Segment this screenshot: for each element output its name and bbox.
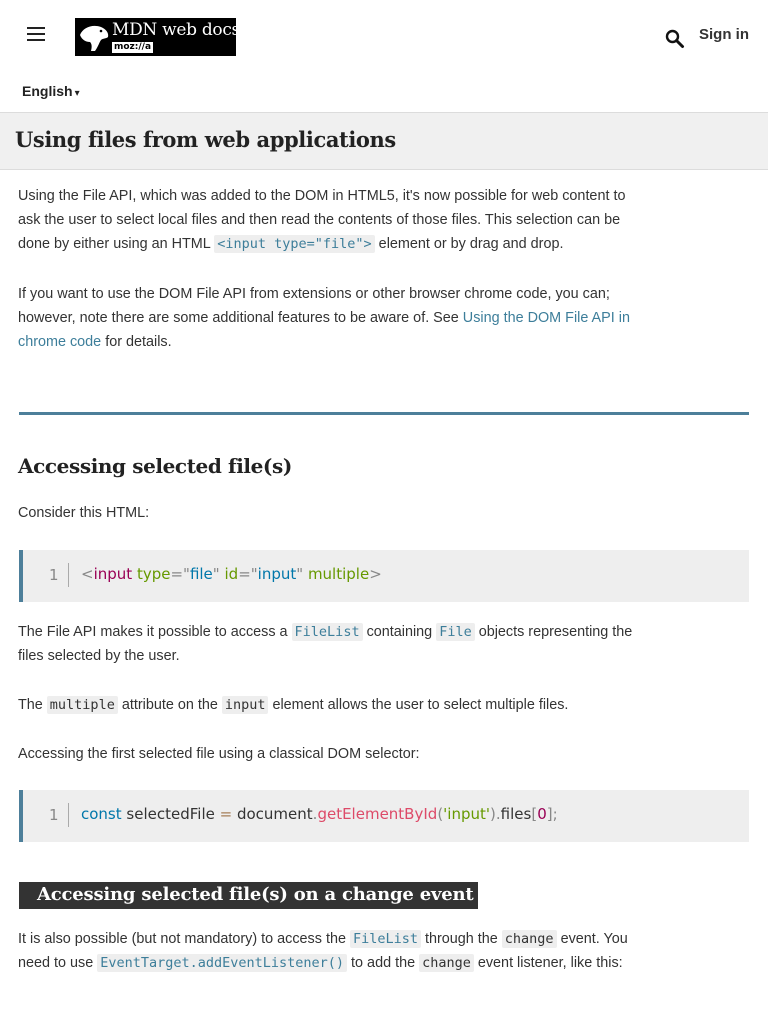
token: . bbox=[495, 805, 501, 823]
intro-paragraph-1 bbox=[18, 184, 650, 256]
text: Using the File API, which was added to the DOM in HTML5, it's now possible for web content to ask the user to select local files and then read the contents of those files. This selection can be done by either using an HTML bbox=[18, 188, 626, 252]
input-file-element-link[interactable]: <input type="file"> bbox=[214, 235, 374, 253]
line-number: 1 bbox=[49, 566, 59, 584]
html-code-block bbox=[19, 550, 749, 602]
file-link[interactable]: File bbox=[436, 623, 475, 641]
text: attribute on the bbox=[117, 697, 222, 713]
text: The bbox=[18, 697, 47, 713]
token: =" bbox=[238, 565, 258, 583]
text: through the bbox=[420, 931, 502, 947]
token: getElementById bbox=[317, 805, 438, 823]
token: file bbox=[189, 565, 213, 583]
text: The File API makes it possible to access a bbox=[18, 624, 292, 640]
text: containing bbox=[362, 624, 437, 640]
token: id bbox=[224, 565, 239, 583]
text: event. You need to use bbox=[18, 931, 628, 971]
inline-code: change bbox=[419, 954, 474, 972]
section-divider bbox=[19, 412, 749, 415]
intro-paragraph-2 bbox=[18, 282, 650, 354]
code-line bbox=[81, 805, 558, 823]
token: ( bbox=[437, 805, 444, 823]
multiple-paragraph bbox=[18, 693, 650, 717]
section-heading-accessing-files: Accessing selected file(s) bbox=[18, 454, 292, 478]
text: for details. bbox=[101, 334, 172, 350]
first-file-paragraph: Accessing the first selected file using a classical DOM selector: bbox=[18, 746, 420, 762]
token: > bbox=[369, 565, 382, 583]
text: element or by drag and drop. bbox=[374, 236, 564, 252]
token: = bbox=[219, 805, 233, 823]
code-line bbox=[81, 565, 382, 583]
token: ) bbox=[490, 805, 496, 823]
gutter-separator bbox=[68, 563, 69, 587]
inline-code: input bbox=[222, 696, 269, 714]
gutter-separator bbox=[68, 803, 69, 827]
token: input bbox=[93, 565, 133, 583]
token: type bbox=[136, 565, 171, 583]
hamburger-icon[interactable] bbox=[27, 27, 45, 43]
filelist-link[interactable]: FileList bbox=[292, 623, 363, 641]
language-selector[interactable] bbox=[22, 83, 80, 99]
token: document bbox=[236, 805, 313, 823]
mdn-logo[interactable] bbox=[75, 18, 240, 56]
token: . bbox=[312, 805, 318, 823]
change-event-paragraph bbox=[18, 927, 650, 975]
chrome-code-link[interactable]: Using the DOM File API in chrome code bbox=[18, 310, 630, 350]
section-heading-change-event: Accessing selected file(s) on a change event bbox=[19, 882, 478, 909]
token: selectedFile bbox=[126, 805, 215, 823]
text: to add the bbox=[347, 955, 420, 971]
title-bar bbox=[0, 112, 768, 170]
text: event listener, like this: bbox=[473, 955, 623, 971]
token: < bbox=[81, 565, 94, 583]
token: files bbox=[500, 805, 532, 823]
inline-code: multiple bbox=[47, 696, 118, 714]
sign-in-link[interactable]: Sign in bbox=[699, 26, 749, 43]
search-icon[interactable] bbox=[665, 29, 685, 49]
inline-code: change bbox=[502, 930, 557, 948]
token: " bbox=[296, 565, 304, 583]
page-title: Using files from web applications bbox=[15, 127, 396, 152]
text: It is also possible (but not mandatory) to access the bbox=[18, 931, 350, 947]
logo-title: MDN web docs bbox=[112, 20, 240, 40]
consider-paragraph: Consider this HTML: bbox=[18, 505, 150, 521]
filelist-paragraph bbox=[18, 620, 650, 668]
token: multiple bbox=[307, 565, 370, 583]
addeventlistener-link[interactable]: EventTarget.addEventListener() bbox=[97, 954, 347, 972]
token: ]; bbox=[546, 805, 558, 823]
text: If you want to use the DOM File API from extensions or other browser chrome code, you can; however, note there are some additional features to be aware of. See bbox=[18, 286, 610, 326]
token: input bbox=[257, 565, 297, 583]
mozilla-wordmark: moz://a bbox=[114, 42, 152, 52]
token: " bbox=[212, 565, 220, 583]
chevron-down-icon: ▾ bbox=[74, 88, 80, 99]
text: element allows the user to select multiple files. bbox=[268, 697, 569, 713]
token: [ bbox=[531, 805, 538, 823]
token: 0 bbox=[537, 805, 547, 823]
filelist-link[interactable]: FileList bbox=[350, 930, 421, 948]
dinosaur-icon bbox=[77, 21, 111, 53]
language-label: English bbox=[22, 83, 73, 99]
top-navigation-bar bbox=[0, 0, 768, 72]
js-code-block bbox=[19, 790, 749, 842]
line-number: 1 bbox=[49, 806, 59, 824]
token: 'input' bbox=[443, 805, 491, 823]
token: =" bbox=[170, 565, 190, 583]
text: objects representing the files selected by the user. bbox=[18, 624, 633, 664]
token: const bbox=[81, 805, 122, 823]
